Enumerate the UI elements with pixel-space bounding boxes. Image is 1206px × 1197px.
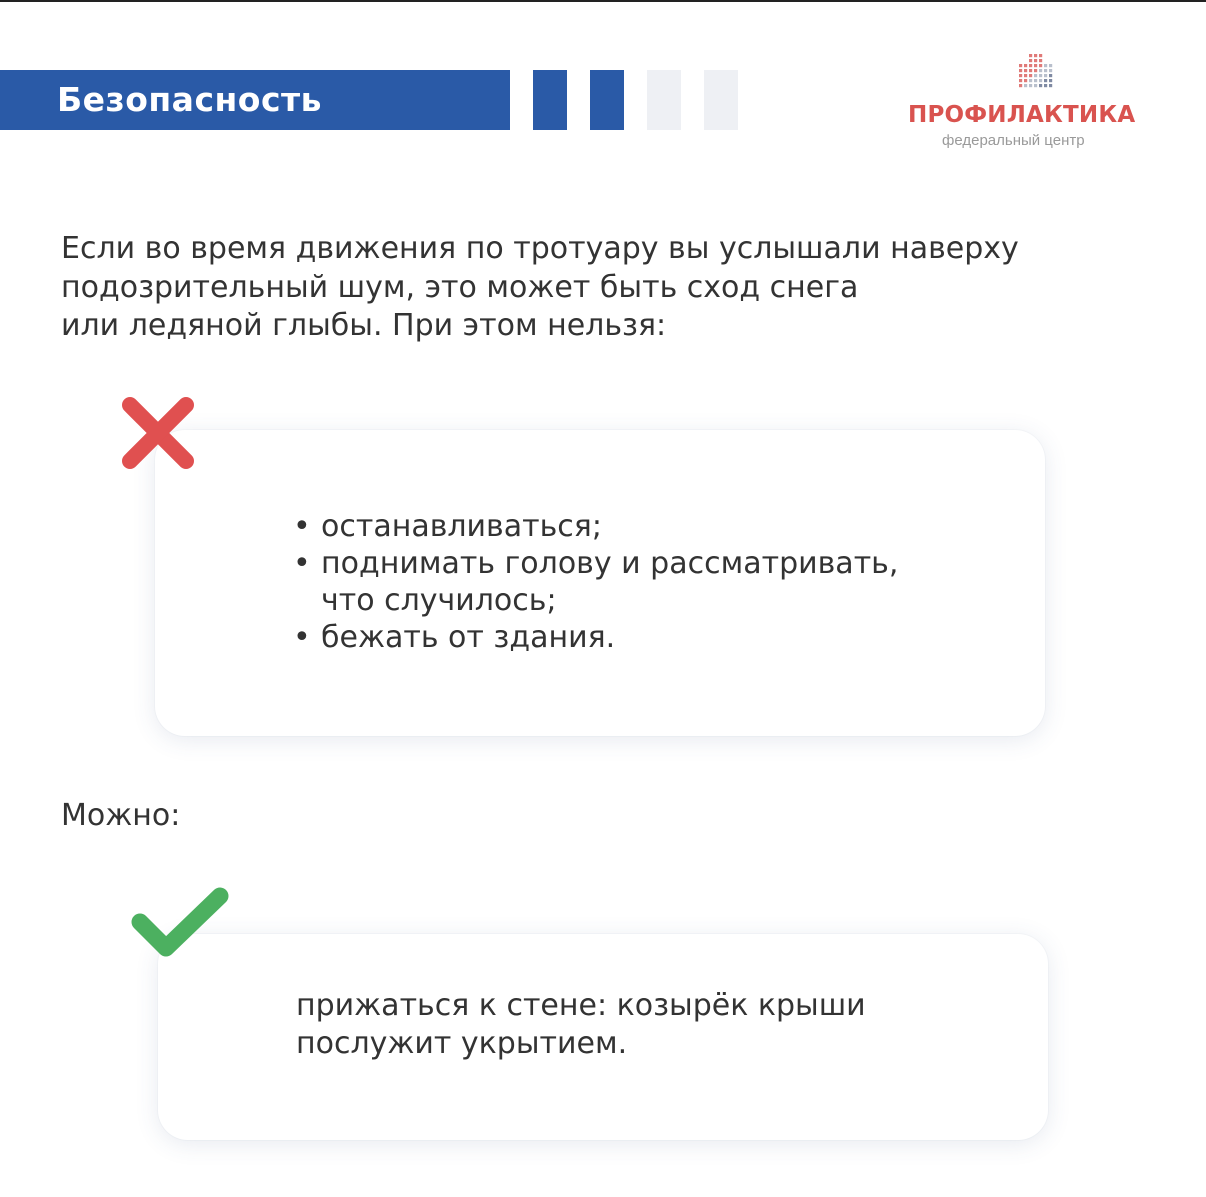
- logo-dot: [1024, 74, 1027, 77]
- logo-dot: [1024, 79, 1027, 82]
- intro-line: или ледяной глыбы. При этом нельзя:: [61, 308, 667, 343]
- logo-dot: [1039, 84, 1042, 87]
- logo-dot: [1044, 84, 1047, 87]
- logo-dot: [1029, 54, 1032, 57]
- logo-dot: [1049, 64, 1052, 67]
- list-item: [293, 545, 898, 619]
- logo-dot: [1034, 54, 1037, 57]
- allowed-label: Можно:: [61, 798, 181, 833]
- logo-dot: [1034, 84, 1037, 87]
- allowed-text-line: прижаться к стене: козырёк крыши: [296, 988, 866, 1023]
- allowed-text-line: послужит укрытием.: [296, 1026, 628, 1061]
- logo-dot: [1024, 69, 1027, 72]
- check-icon: [128, 884, 232, 964]
- logo-dot: [1019, 64, 1022, 67]
- logo-dot: [1049, 84, 1052, 87]
- logo-dot: [1029, 74, 1032, 77]
- logo-dot: [1034, 79, 1037, 82]
- list-item: [293, 619, 898, 656]
- logo-dot: [1039, 54, 1042, 57]
- logo-dot: [1049, 79, 1052, 82]
- logo-dot: [1039, 64, 1042, 67]
- allowed-text: [296, 987, 866, 1063]
- logo-title: ПРОФИЛАКТИКА: [908, 102, 1136, 128]
- logo-dot: [1044, 69, 1047, 72]
- header-stripe-2: [590, 70, 624, 130]
- logo-dot: [1029, 79, 1032, 82]
- cross-icon: [118, 393, 198, 473]
- logo-dot: [1044, 64, 1047, 67]
- top-border-line: [0, 0, 1206, 2]
- intro-line: подозрительный шум, это может быть сход снега: [61, 269, 859, 305]
- list-item: [293, 508, 898, 545]
- logo-dot: [1039, 74, 1042, 77]
- list-item-text: • поднимать голову и рассматривать,: [321, 546, 899, 581]
- list-item-text: • останавливаться;: [321, 509, 602, 544]
- logo-dot: [1019, 69, 1022, 72]
- forbidden-list: [293, 508, 898, 656]
- logo-dot: [1049, 69, 1052, 72]
- logo-grid-icon: [1018, 52, 1054, 90]
- header-stripe-3: [647, 70, 681, 130]
- logo-dot: [1024, 84, 1027, 87]
- logo-dot: [1029, 59, 1032, 62]
- logo-dot: [1034, 69, 1037, 72]
- header-stripe-1: [533, 70, 567, 130]
- header-bar: [0, 70, 510, 130]
- logo-dot: [1044, 74, 1047, 77]
- intro-line: Если во время движения по тротуару вы услышали наверху: [61, 231, 1019, 266]
- logo-dot: [1039, 69, 1042, 72]
- logo-dot: [1024, 64, 1027, 67]
- logo-dot: [1034, 64, 1037, 67]
- logo-dot: [1044, 79, 1047, 82]
- header-title: Безопасность: [57, 80, 323, 119]
- logo-dot: [1034, 74, 1037, 77]
- allowed-card: [158, 934, 1048, 1140]
- logo-dot: [1049, 74, 1052, 77]
- logo-dot: [1039, 59, 1042, 62]
- logo-dot: [1019, 74, 1022, 77]
- forbidden-card: [155, 430, 1045, 736]
- logo-dot: [1029, 64, 1032, 67]
- logo-dot: [1019, 79, 1022, 82]
- header-stripe-4: [704, 70, 738, 130]
- intro-text: [61, 230, 1161, 346]
- logo-dot: [1029, 69, 1032, 72]
- logo-dot: [1019, 84, 1022, 87]
- logo: [900, 50, 1150, 150]
- list-item-text: • бежать от здания.: [321, 620, 616, 655]
- list-item-text: что случилось;: [321, 583, 557, 618]
- logo-dot: [1029, 84, 1032, 87]
- logo-subtitle: федеральный центр: [942, 132, 1085, 149]
- logo-dot: [1039, 79, 1042, 82]
- logo-dot: [1034, 59, 1037, 62]
